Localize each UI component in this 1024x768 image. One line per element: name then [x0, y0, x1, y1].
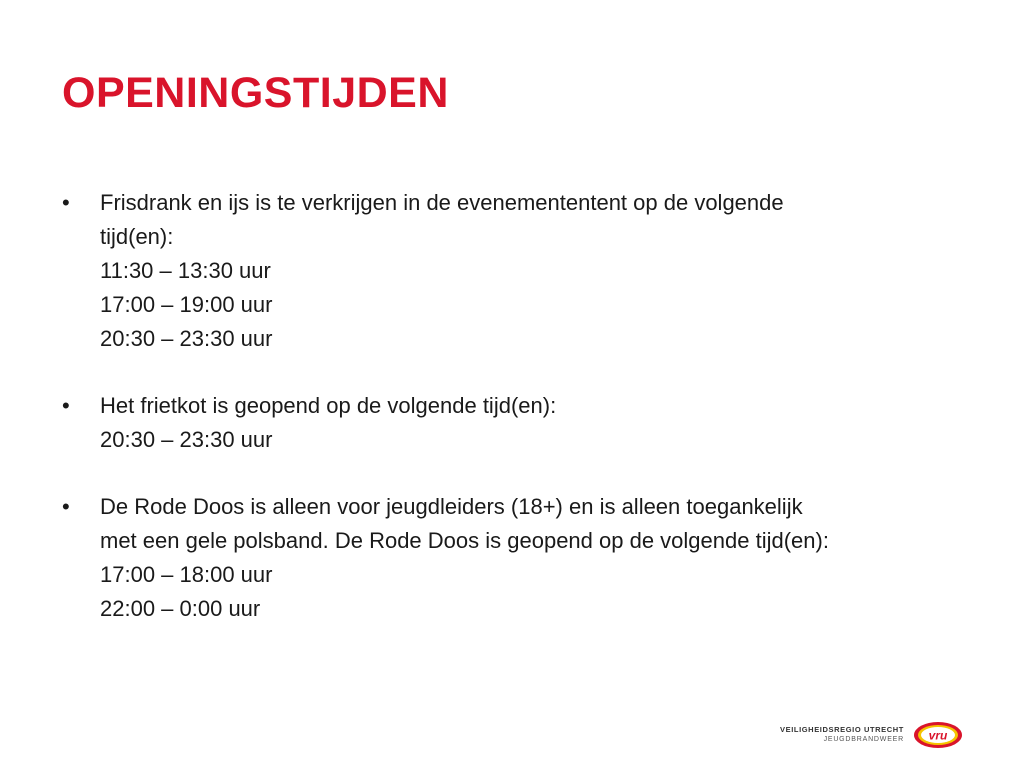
time-slot: 22:00 – 0:00 uur	[100, 596, 261, 621]
vru-logo-icon	[912, 720, 964, 750]
slide-title: OPENINGSTIJDEN	[62, 69, 449, 117]
time-slot: 11:30 – 13:30 uur	[100, 258, 271, 283]
footer-text	[780, 725, 904, 745]
bullet-text-line: Frisdrank en ijs is te verkrijgen in de evenemententent op de volgende	[100, 190, 784, 215]
bullet-text-line: met een gele polsband. De Rode Doos is geopend op de volgende tijd(en):	[100, 528, 829, 553]
bullet-text-line: Het frietkot is geopend op de volgende tijd(en):	[100, 393, 557, 418]
organization-name: VEILIGHEIDSREGIO UTRECHT	[780, 725, 904, 734]
bullet-text-line: tijd(en):	[100, 224, 174, 249]
bullet-item-soft-drinks	[62, 186, 982, 356]
bullet-icon: •	[62, 190, 70, 215]
time-slot: 17:00 – 18:00 uur	[100, 562, 273, 587]
logo-lettering: vru	[928, 728, 948, 743]
organization-subtitle: JEUGDBRANDWEER	[823, 736, 904, 743]
bullet-item-fries	[62, 389, 982, 457]
time-slot: 17:00 – 19:00 uur	[100, 292, 273, 317]
bullet-item-red-box	[62, 490, 982, 626]
time-slot: 20:30 – 23:30 uur	[100, 427, 273, 452]
time-slot: 20:30 – 23:30 uur	[100, 326, 273, 351]
bullet-icon: •	[62, 393, 70, 418]
bullet-list	[62, 186, 982, 659]
bullet-icon: •	[62, 494, 70, 519]
bullet-text-line: De Rode Doos is alleen voor jeugdleiders (18+) en is alleen toegankelijk	[100, 494, 803, 519]
footer-branding	[780, 720, 964, 750]
